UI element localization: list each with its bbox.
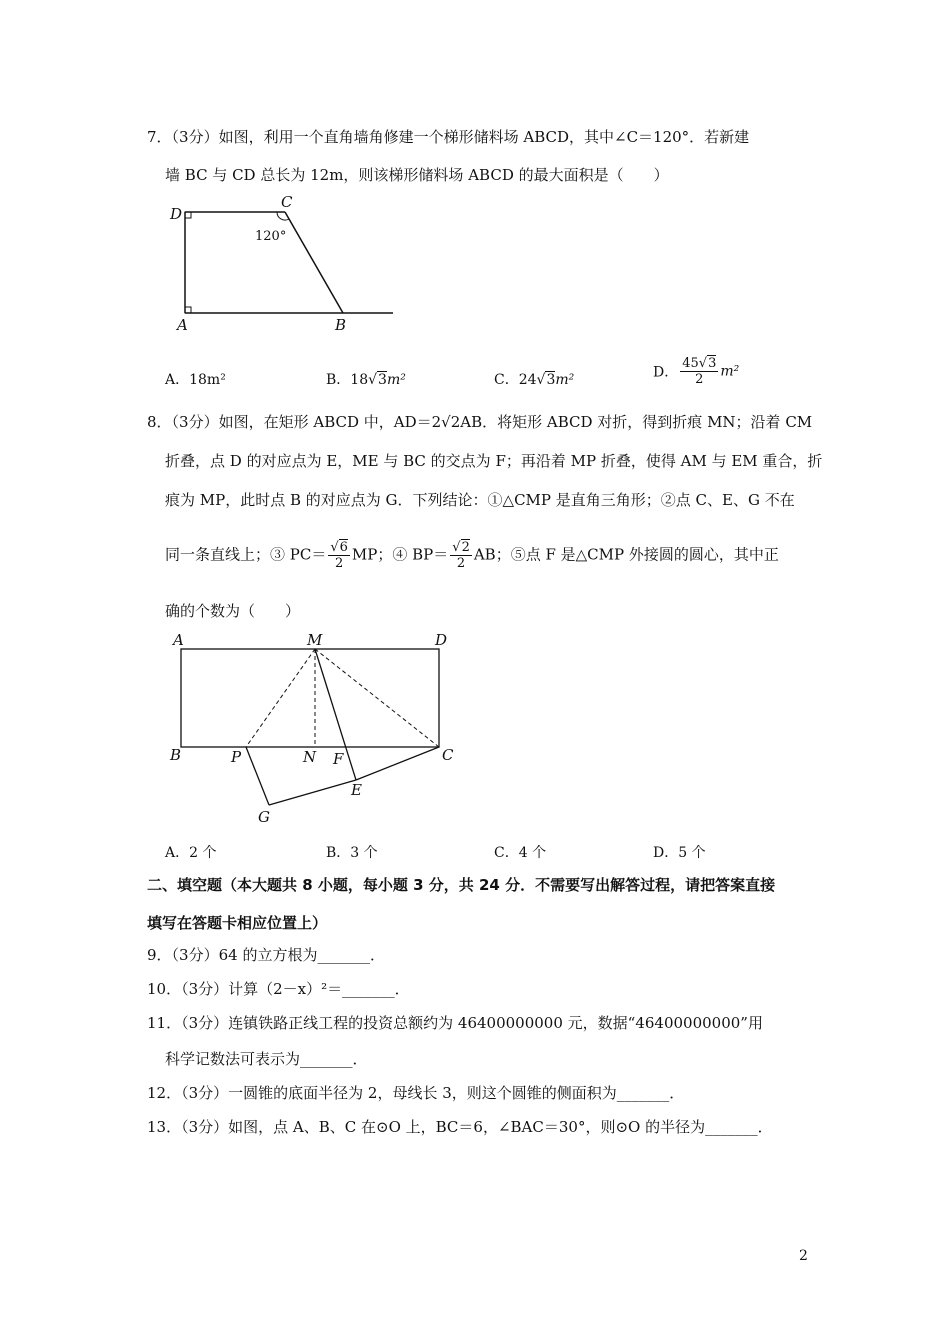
q8-line-2: 折叠，点 D 的对应点为 E，ME 与 BC 的交点为 F；再沿着 MP 折叠，使得 AM 与 EM 重合，折 — [165, 452, 823, 470]
q12: 12．（3分）一圆锥的底面半径为 2，母线长 3，则这个圆锥的侧面积为_______． — [147, 1084, 685, 1102]
q8-line-4: 同一条直线上；③ PC＝ $\frac{√6}{2}$ MP；④ BP＝ $\frac{√2}{2}$ AB；⑤点 F 是△CMP 外接圆的圆心，其中正 — [165, 540, 779, 571]
label-g: G — [258, 808, 270, 826]
q10: 10．（3分）计算（2－x）²＝_______． — [147, 980, 410, 998]
q8-line-5: 确的个数为（ ） — [165, 602, 301, 620]
segment-ce — [356, 747, 439, 780]
section-2-heading-line-2: 填写在答题卡相应位置上） — [147, 914, 328, 932]
label-b: B — [335, 316, 347, 334]
edge-cb — [285, 212, 343, 313]
q7-line-1: 7．（3分）如图，利用一个直角墙角修建一个梯形储料场 ABCD，其中∠C＝120°．若新建 — [147, 128, 750, 146]
page-number: 2 — [799, 1248, 808, 1264]
rect-abcd — [181, 649, 439, 747]
q7-option-d: D． $\frac{45√3}{2}$ m² — [653, 356, 740, 387]
label-a: A — [177, 316, 188, 334]
q11-line-2: 科学记数法可表示为_______． — [165, 1050, 368, 1068]
q8-option-c: C．4 个 — [494, 845, 547, 861]
fold-mc — [315, 649, 439, 747]
segment-eg — [269, 780, 356, 805]
label-d: D — [170, 205, 183, 223]
q11-line-1: 11．（3分）连镇铁路正线工程的投资总额约为 46400000000 元，数据“46400000000”用 — [147, 1014, 763, 1032]
right-angle-mark-d — [185, 212, 191, 218]
q7-option-b: B．18√3m² — [326, 372, 406, 388]
label-p: P — [231, 748, 242, 766]
right-angle-mark-a — [185, 307, 191, 313]
label-c: C — [442, 746, 454, 764]
q7-option-a: A．18m² — [165, 372, 226, 388]
q8-rectangle-figure — [165, 630, 465, 830]
label-angle: 120° — [255, 229, 287, 244]
q8-line-1: 8．（3分）如图，在矩形 ABCD 中，AD＝2√2AB．将矩形 ABCD 对折，得到折痕 MN；沿着 CM — [147, 413, 813, 431]
q7-line-2: 墙 BC 与 CD 总长为 12m，则该梯形储料场 ABCD 的最大面积是（ ） — [165, 166, 669, 184]
label-d: D — [435, 631, 448, 649]
q8-option-a: A．2 个 — [165, 845, 217, 861]
q7-trapezoid-figure — [160, 190, 410, 340]
label-f: F — [333, 750, 344, 768]
q7-option-c: C．24√3m² — [494, 372, 575, 388]
label-a: A — [173, 631, 184, 649]
q8-option-d: D．5 个 — [653, 845, 706, 861]
label-n: N — [303, 748, 317, 766]
section-2-heading-line-1: 二、填空题（本大题共 8 小题，每小题 3 分，共 24 分．不需要写出解答过程，请把答案直接 — [147, 876, 776, 894]
q8-option-b: B．3 个 — [326, 845, 378, 861]
label-c: C — [281, 193, 293, 211]
label-m: M — [307, 631, 323, 649]
fold-mp — [246, 649, 315, 747]
label-b: B — [170, 746, 182, 764]
label-e: E — [351, 781, 362, 799]
q13: 13．（3分）如图，点 A、B、C 在⊙O 上，BC＝6，∠BAC＝30°，则⊙O 的半径为_______． — [147, 1118, 773, 1136]
q8-line-3: 痕为 MP，此时点 B 的对应点为 G．下列结论：①△CMP 是直角三角形；②点 C、E、G 不在 — [165, 491, 795, 509]
q9: 9．（3分）64 的立方根为_______． — [147, 946, 385, 964]
segment-pg — [246, 747, 269, 805]
